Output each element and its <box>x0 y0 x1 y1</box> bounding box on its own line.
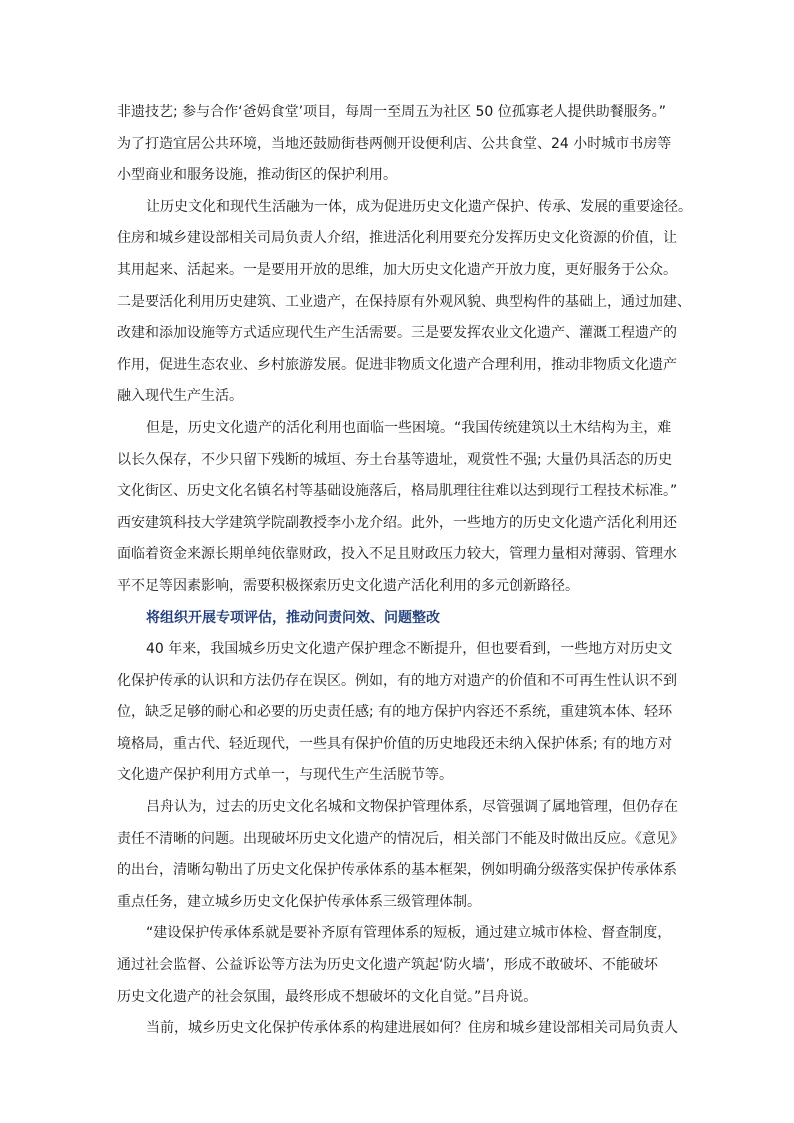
text-line: 通过社会监督、公益诉讼等方法为历史文化遗产筑起‘防火墙’，形成不敢破坏、不能破坏 <box>117 957 658 974</box>
text-line: 让历史文化和现代生活融为一体，成为促进历史文化遗产保护、传承、发展的重要途径。 <box>146 198 692 215</box>
text-line: 位，缺乏足够的耐心和必要的历史责任感; 有的地方保护内容还不系统，重建筑本体、轻环 <box>117 704 673 721</box>
text-line: 责任不清晰的问题。出现破坏历史文化遗产的情况后，相关部门不能及时做出反应。《意见》 <box>117 830 684 847</box>
text-line: 重点任务，建立城乡历史文化保护传承体系三级管理体制。 <box>117 893 481 910</box>
text-line: 吕舟认为，过去的历史文化名城和文物保护管理体系，尽管强调了属地管理，但仍存在 <box>146 799 678 816</box>
text-line: 非遗技艺; 参与合作‘爸妈食堂’项目，每周一至周五为社区 50 位孤寡老人提供助餐服务。” <box>117 104 667 120</box>
text-line: 融入现代生产生活。 <box>117 388 243 405</box>
text-line: “建设保护传承体系就是要补齐原有管理体系的短板，通过建立城市体检、督查制度， <box>146 925 672 942</box>
text-line: 境格局，重古代、轻近现代，一些具有保护价值的历史地段还未纳入保护体系; 有的地方对 <box>117 735 673 752</box>
text-line: 面临着资金来源长期单纯依靠财政，投入不足且财政压力较大，管理力量相对薄弱、管理水 <box>117 546 677 563</box>
document-body <box>117 97 692 1045</box>
text-line: 改建和添加设施等方式适应现代生产生活需要。三是要发挥农业文化遗产、灌溉工程遗产的 <box>117 325 677 342</box>
text-line: 的出台，清晰勾勒出了历史文化保护传承体系的基本框架，例如明确分级落实保护传承体系 <box>117 862 677 879</box>
text-line: 以长久保存，不少只留下残断的城垣、夯土台基等遗址，观赏性不强; 大量仍具活态的历史 <box>117 451 673 468</box>
text-line: 文化遗产保护利用方式单一，与现代生产生活脱节等。 <box>117 767 453 784</box>
section-heading: 将组织开展专项评估，推动问责问效、问题整改 <box>146 609 440 626</box>
text-line: 作用，促进生态农业、乡村旅游发展。促进非物质文化遗产合理利用，推动非物质文化遗产 <box>117 356 677 373</box>
text-line: 历史文化遗产的社会氛围，最终形成不想破坏的文化自觉。”吕舟说。 <box>117 988 538 1005</box>
text-line: 平不足等因素影响，需要积极探索历史文化遗产活化利用的多元创新路径。 <box>117 577 579 594</box>
text-line: 其用起来、活起来。一是要用开放的思维，加大历史文化遗产开放力度，更好服务于公众。 <box>117 261 677 278</box>
text-line: 但是，历史文化遗产的活化利用也面临一些困境。“我国传统建筑以土木结构为主，难 <box>146 419 672 436</box>
text-line: 化保护传承的认识和方法仍存在误区。例如，有的地方对遗产的价值和不可再生性认识不到 <box>117 672 677 689</box>
text-line: 小型商业和服务设施，推动街区的保护利用。 <box>117 167 397 184</box>
text-line: 40 年来，我国城乡历史文化遗产保护理念不断提升，但也要看到，一些地方对历史文 <box>146 641 673 658</box>
text-line: 当前，城乡历史文化保护传承体系的构建进展如何？住房和城乡建设部相关司局负责人 <box>146 1020 678 1037</box>
text-line: 西安建筑科技大学建筑学院副教授李小龙介绍。此外，一些地方的历史文化遗产活化利用还 <box>117 514 677 531</box>
text-line: 二是要活化利用历史建筑、工业遗产，在保持原有外观风貌、典型构件的基础上，通过加建、 <box>117 293 691 310</box>
text-line: 文化街区、历史文化名镇名村等基础设施落后，格局肌理往往难以达到现行工程技术标准。” <box>117 483 678 500</box>
text-line: 住房和城乡建设部相关司局负责人介绍，推进活化利用要充分发挥历史文化资源的价值，让 <box>117 230 677 247</box>
text-line: 为了打造宜居公共环境，当地还鼓励街巷两侧开设便利店、公共食堂、24 小时城市书房等 <box>117 135 672 152</box>
